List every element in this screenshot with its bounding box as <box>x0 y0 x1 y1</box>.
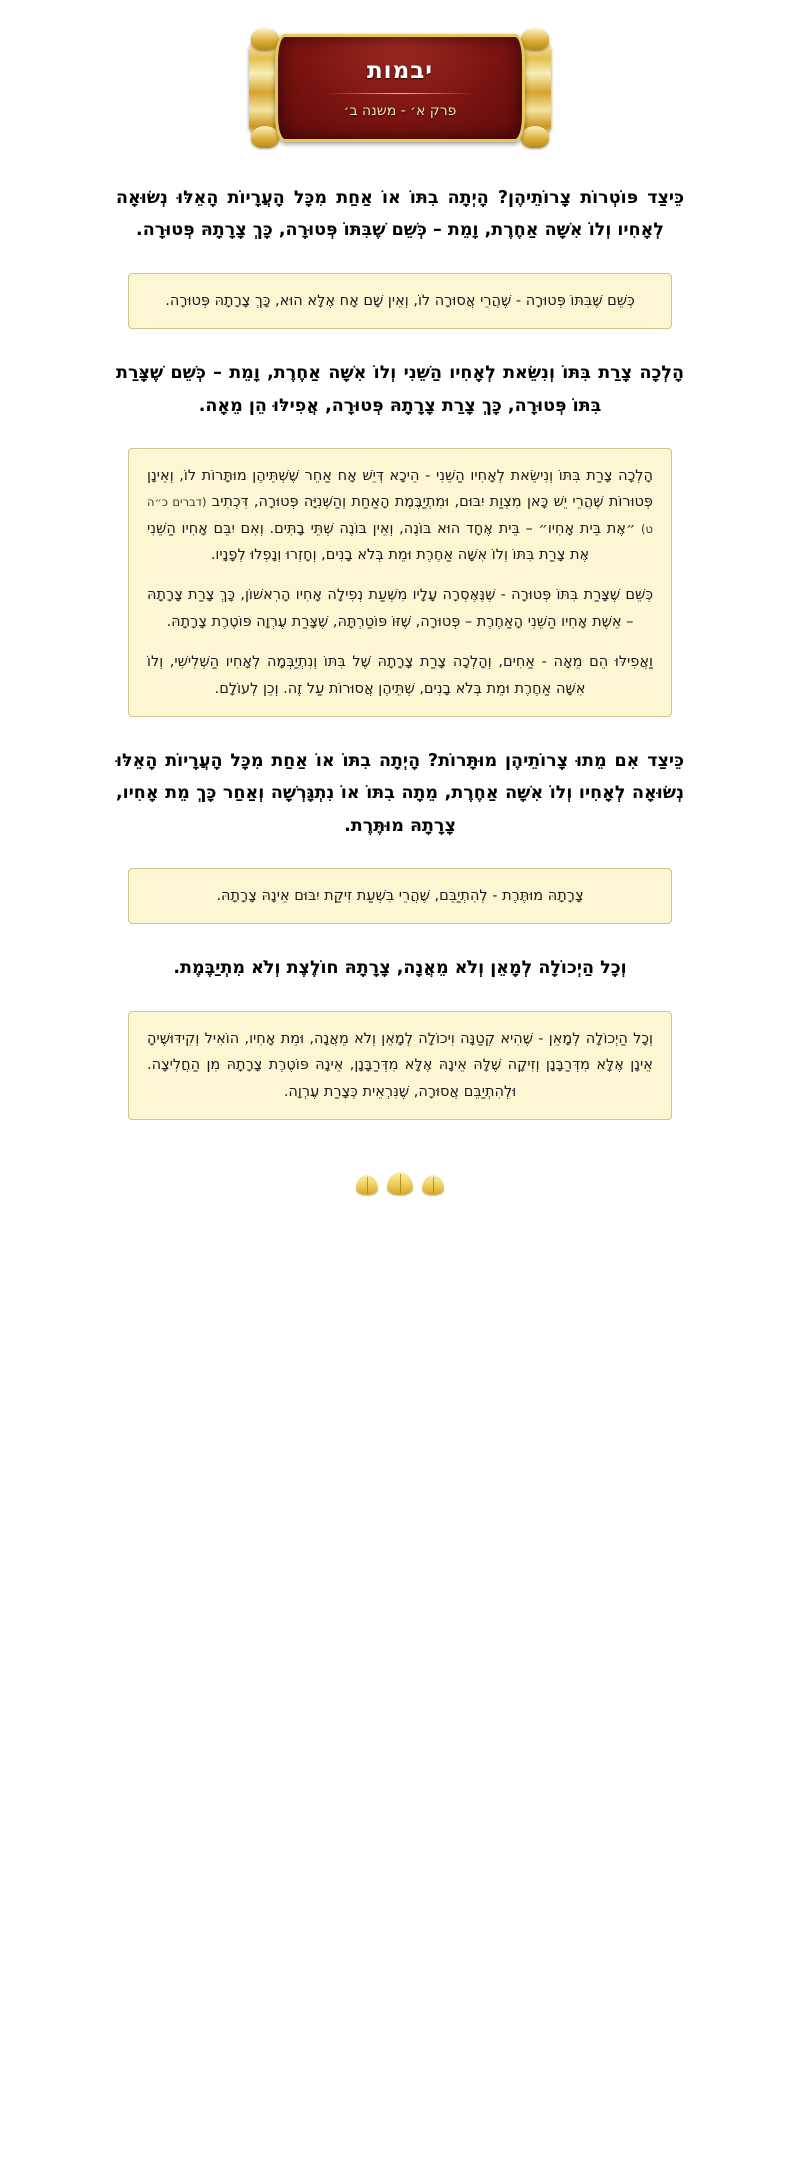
footer-ornament <box>110 1148 690 1225</box>
commentary-paragraph: וַאֲפִילּוּ הֵם מֵאָה - אַחִים, וְהָלְכָה צָרַת צָרָתָהּ שֶׁל בִּתּוֹ וְנִתְיַבְּמָה לְאָחִיו הַשְּׁלִישִׁי, וְלוֹ אִשָּׁה אַחֶרֶת וּמֵת בְּלֹא בָנִים, שְׁתֵּיהֶן אֲסוּרוֹת עַל זֶה. וְכֵן לְעוֹלָם. <box>147 654 653 697</box>
commentary-block-2 <box>128 448 672 717</box>
commentary-paragraph: כְּשֵׁם שֶׁבִּתּוֹ פְּטוּרָה - שֶׁהֲרֵי אֲסוּרָה לוֹ, וְאֵין שָׁם אָח אֶלָּא הוּא, כָּךְ צָרָתָהּ פְּטוּרָה. <box>165 292 635 309</box>
commentary-block-4 <box>128 1011 672 1120</box>
page-title: יבמות <box>366 57 434 84</box>
banner-wrapper <box>110 34 690 142</box>
commentary-paragraph: כְּשֵׁם שֶׁצָּרַת בִּתּוֹ פְּטוּרָה - שֶׁנֶּאֶסְרָה עָלָיו מִשְּׁעַת נְפִילָה אָחִיו הָרִאשׁוֹן, כָּךְ צָרַת צָרָתָהּ – אֵשֶׁת אָחִיו הַשֵּׁנִי הָאַחֶרֶת – פְּטוּרָה, שֶׁזּוֹ פּוֹטַרְתָּהּ, שֶׁצָּרַת עֶרְוָה פּוֹטֶרֶת צָרָתָהּ. <box>147 587 653 630</box>
page-subtitle: פרק א׳ - משנה ב׳ <box>343 102 457 119</box>
scroll-banner <box>255 34 545 142</box>
commentary-paragraph: צָרָתָהּ מוּתֶּרֶת - לְהִתְיַבֵּם, שֶׁהֲרֵי בִּשְׁעַת זִיקַת יִבּוּם אֵינָהּ צָרָתָהּ. <box>216 888 584 904</box>
shell-icon <box>387 1172 413 1195</box>
shell-icon <box>422 1175 444 1195</box>
commentary-block-1 <box>128 273 672 329</box>
mishna-paragraph-3: כֵּיצַד אִם מֵתוּ צָרוֹתֵיהֶן מוּתָּרוֹת? הָיְתָה בִתּוֹ אוֹ אַחַת מִכָּל הָעֲרָיוֹת הָאֵלּוּ נְשׂוּאָה לְאָחִיו וְלוֹ אִשָּׁה אַחֶרֶת, מֵתָה בִתּוֹ אוֹ נִתְגָּרְשָׁה וְאַחַר כָּךְ מֵת אָחִיו, צָרָתָהּ מוּתֶּרֶת. <box>116 750 684 836</box>
shell-icon <box>356 1175 378 1195</box>
source-citation: (דברים כ״ה ט) <box>147 495 653 536</box>
mishna-paragraph-2: הָלְכָה צָרַת בִּתּוֹ וְנִשֵּׂאת לְאָחִיו הַשֵּׁנִי וְלוֹ אִשָּׁה אַחֶרֶת, וָמֵת – כְּשֵׁם שֶׁצָּרַת בִּתּוֹ פְּטוּרָה, כָּךְ צָרַת צָרָתָהּ פְּטוּרָה, אֲפִילּוּ הֵן מֵאָה. <box>116 363 684 416</box>
commentary-block-3 <box>128 868 672 924</box>
mishna-paragraph-4: וְכָל הַיְכוֹלָה לְמָאֵן וְלֹא מֵאֲנָה, צָרָתָהּ חוֹלֶצֶת וְלֹא מִתְיַבֶּמֶת. <box>173 958 627 979</box>
commentary-paragraph <box>147 463 653 569</box>
commentary-text: הָלְכָה צָרַת בִּתּוֹ וְנִישֵּׂאת לְאָחִיו הַשֵּׁנִי - הֵיכָא דְּיֵשׁ אָח אַחֵר שֶׁשְּׁתֵּיהֶן מוּתָּרוֹת לוֹ, וְאֵינָן פְּטוּרוֹת שֶׁהֲרֵי יֵשׁ כָּאן מִצְוַת יִבּוּם, וּמִתְיַבֶּמֶת הָאַחַת וְהַשְּׁנִיָּה פְּטוּרָה, דִּכְתִיב <box>147 467 653 511</box>
banner-body <box>275 34 525 142</box>
page-container <box>110 0 690 1225</box>
banner-divider <box>325 93 475 94</box>
commentary-text-cont: ״אֶת בֵּית אָחִיו״ – בֵּית אֶחָד הוּא בּוֹנֶה, וְאֵין בּוֹנֶה שְׁתֵּי בָתִּים. וְאִם יִבֵּם אָחִיו הַשֵּׁנִי אֶת צָרַת בִּתּוֹ וְלוֹ אִשָּׁה אַחֶרֶת וּמֵת בְּלֹא בָנִים, וְחָזְרוּ וְנָפְלוּ לְפָנָיו. <box>147 520 642 563</box>
mishna-paragraph-1: כֵּיצַד פּוֹטְרוֹת צָרוֹתֵיהֶן? הָיְתָה בִתּוֹ אוֹ אַחַת מִכָּל הָעֲרָיוֹת הָאֵלּוּ נְשׂוּאָה לְאָחִיו וְלוֹ אִשָּׁה אַחֶרֶת, וָמֵת – כְּשֵׁם שֶׁבִּתּוֹ פְּטוּרָה, כָּךְ צָרָתָהּ פְּטוּרָה. <box>116 188 684 241</box>
commentary-paragraph: וְכָל הַיְכוֹלָה לְמָאֵן - שֶׁהִיא קְטַנָּה וִיכוֹלָה לְמָאֵן וְלֹא מֵאֲנָה, וּמֵת אָחִיו, הוֹאִיל וְקִידּוּשֶׁיהָ אֵינָן אֶלָּא מִדְּרַבָּנָן וְזִיקָה שֶׁלָּהּ אֵינָהּ אֶלָּא מִדְּרַבָּנָן, אֵינָהּ פּוֹטֶרֶת צָרָתָהּ מִן הַחֲלִיצָה. וּלְהִתְיַבֵּם אֲסוּרָה, שֶׁנִּרְאֵית כְּצָרַת עֶרְוָה. <box>147 1030 653 1100</box>
